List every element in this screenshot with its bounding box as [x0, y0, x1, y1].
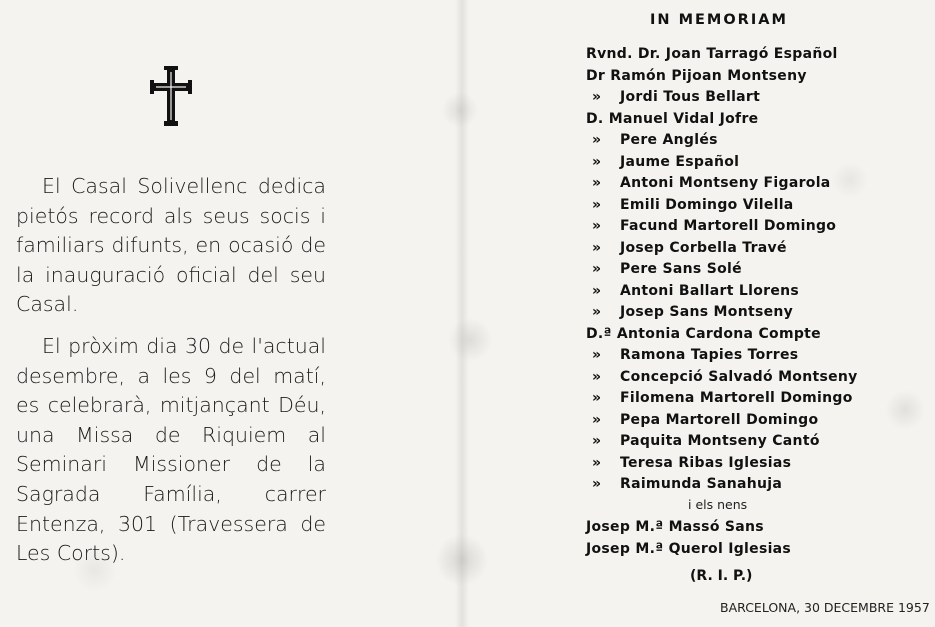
- ditto-mark: »: [592, 132, 602, 148]
- ditto-mark: »: [592, 196, 602, 213]
- dedication-text: [16, 172, 326, 581]
- deceased-name: [586, 410, 858, 432]
- ditto-mark: »: [592, 261, 602, 277]
- ditto-mark: »: [592, 476, 602, 492]
- center-fold: [455, 0, 469, 627]
- ditto-mark: »: [592, 433, 602, 449]
- children-note: i els nens: [688, 497, 748, 512]
- deceased-name-text: Emili Domingo Vilella: [620, 196, 794, 213]
- deceased-name-text: Josep Sans Montseny: [620, 304, 794, 320]
- deceased-name: [586, 431, 858, 453]
- ditto-mark: »: [592, 390, 602, 406]
- deceased-name: [586, 238, 858, 260]
- ditto-mark: »: [592, 175, 602, 191]
- deceased-name-text: Paquita Montseny Cantó: [620, 433, 820, 449]
- deceased-name-text: Pere Anglés: [620, 132, 718, 148]
- deceased-name-text: Facund Martorell Domingo: [620, 218, 837, 234]
- cross-icon: [150, 66, 192, 126]
- memorial-title: IN MEMORIAM: [650, 12, 788, 28]
- deceased-name: [586, 324, 858, 346]
- deceased-name: [586, 259, 858, 281]
- deceased-name-text: Antoni Montseny Figarola: [620, 175, 831, 191]
- ditto-mark: »: [592, 282, 602, 299]
- deceased-name-text: Dr Ramón Pijoan Montseny: [586, 67, 807, 84]
- child-name: Josep M.ª Querol Iglesias: [586, 541, 792, 557]
- deceased-name-text: Josep Corbella Travé: [620, 239, 787, 256]
- deceased-name-text: Ramona Tapies Torres: [620, 347, 799, 363]
- deceased-name-text: Teresa Ribas Iglesias: [620, 454, 792, 471]
- deceased-name: [586, 109, 858, 131]
- deceased-name: [586, 474, 858, 496]
- ditto-mark: »: [592, 218, 602, 234]
- deceased-name-text: D.ª Antonia Cardona Compte: [586, 325, 821, 342]
- deceased-name: [586, 367, 858, 389]
- deceased-name-text: Pere Sans Solé: [620, 261, 742, 277]
- ditto-mark: »: [592, 347, 602, 363]
- deceased-name: [586, 216, 858, 238]
- deceased-name: [586, 453, 858, 475]
- deceased-name-text: Filomena Martorell Domingo: [620, 390, 853, 406]
- ditto-mark: »: [592, 454, 602, 471]
- deceased-name-text: D. Manuel Vidal Jofre: [586, 110, 759, 127]
- deceased-name-text: Pepa Martorell Domingo: [620, 411, 819, 428]
- place-date: BARCELONA, 30 DECEMBRE 1957: [720, 600, 930, 615]
- deceased-name: [586, 44, 858, 66]
- ditto-mark: »: [592, 153, 602, 170]
- deceased-name: [586, 388, 858, 410]
- deceased-name: [586, 66, 858, 88]
- deceased-name-text: Concepció Salvadó Montseny: [620, 368, 858, 385]
- rip-text: (R. I. P.): [690, 568, 753, 584]
- deceased-name: [586, 152, 858, 174]
- deceased-name-text: Raimunda Sanahuja: [620, 476, 783, 492]
- child-name: Josep M.ª Massó Sans: [586, 519, 764, 535]
- ditto-mark: »: [592, 368, 602, 385]
- ditto-mark: »: [592, 239, 602, 256]
- deceased-list: [586, 44, 858, 496]
- deceased-name: [586, 195, 858, 217]
- deceased-name-text: Jordi Tous Bellart: [620, 89, 761, 105]
- children-list: [586, 516, 791, 560]
- deceased-name-text: Antoni Ballart Llorens: [620, 282, 800, 299]
- dedication-paragraph: El Casal Solivellenc dedica pietós record als seus socis i familiars difunts, en ocasió de la inauguració oficial del seu Casal.: [16, 174, 326, 317]
- deceased-name-text: Rvnd. Dr. Joan Tarragó Español: [586, 46, 838, 62]
- deceased-name: [586, 302, 858, 324]
- ditto-mark: »: [592, 411, 602, 428]
- mass-announcement-paragraph: El pròxim dia 30 de l'actual desembre, a les 9 del matí, es celebrarà, mitjançant Déu, una Missa de Riquiem al Seminari Missioner de la Sagrada Família, carrer Entenza, 301 (Travessera de Les Corts).: [16, 333, 326, 566]
- ditto-mark: »: [592, 304, 602, 320]
- deceased-name: [586, 281, 858, 303]
- ditto-mark: »: [592, 89, 602, 105]
- deceased-name: [586, 345, 858, 367]
- deceased-name-text: Jaume Español: [620, 153, 740, 170]
- deceased-name: [586, 130, 858, 152]
- deceased-name: [586, 87, 858, 109]
- deceased-name: [586, 173, 858, 195]
